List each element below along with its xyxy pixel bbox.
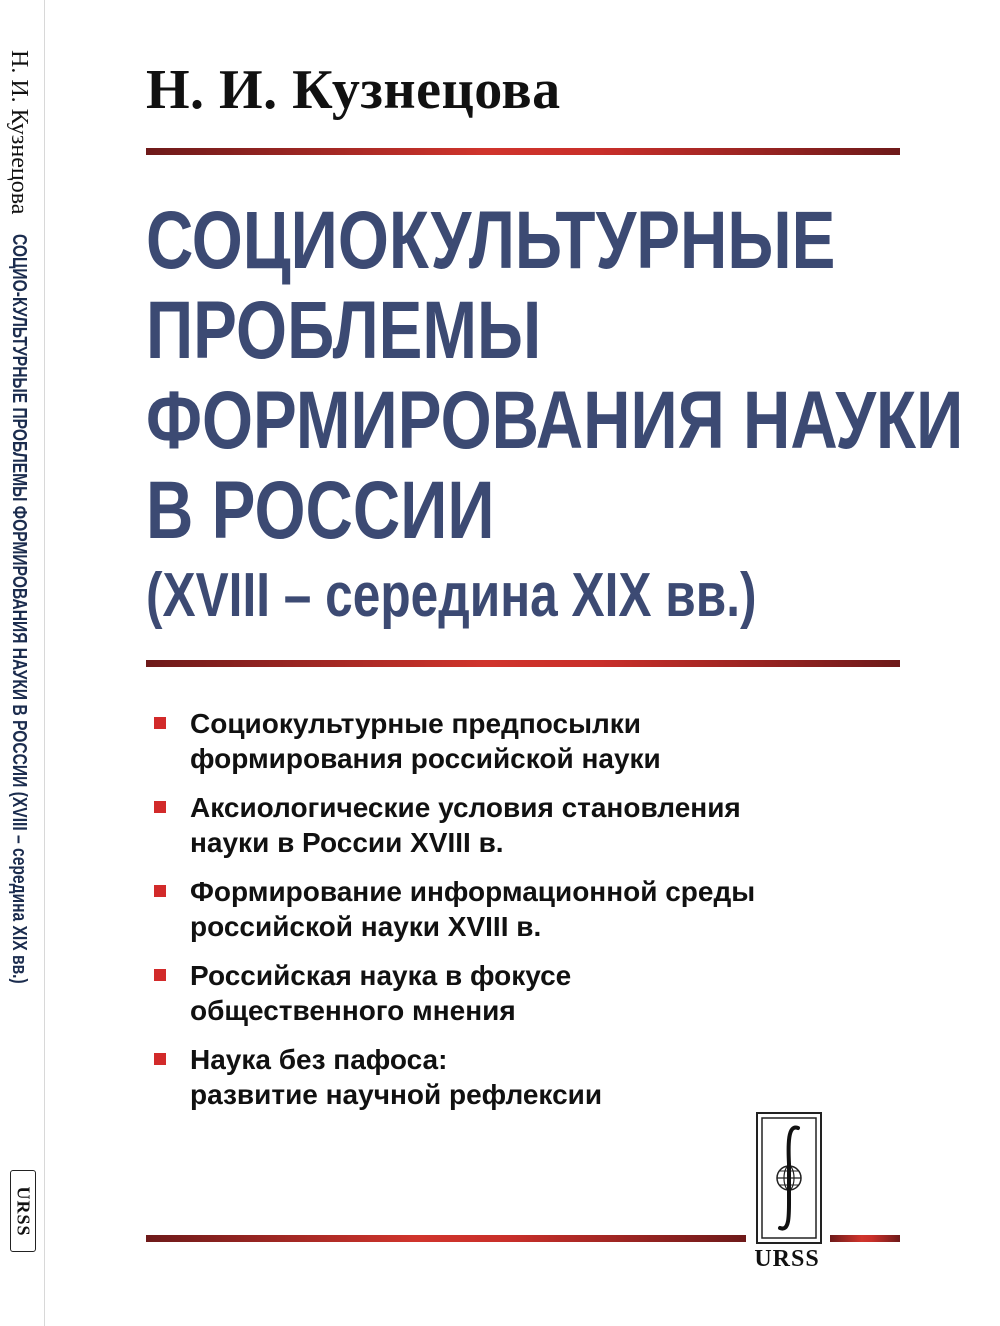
publisher-logo-icon xyxy=(756,1112,822,1244)
bullet-square-icon xyxy=(154,1053,166,1065)
bullet-square-icon xyxy=(154,885,166,897)
cover-subtitle: (XVIII – середина XIX вв.) xyxy=(146,561,757,630)
topic-item xyxy=(154,706,874,776)
topic-line: формирования российской науки xyxy=(190,743,661,774)
spine-publisher-badge xyxy=(10,1170,36,1252)
book-spine xyxy=(0,0,45,1326)
topic-item xyxy=(154,790,874,860)
publisher-name: URSS xyxy=(754,1246,820,1272)
spine-publisher: URSS xyxy=(13,1185,34,1237)
bottom-divider xyxy=(146,1235,746,1242)
title-line: ПРОБЛЕМЫ xyxy=(146,285,542,376)
topic-item xyxy=(154,1042,874,1112)
top-divider xyxy=(146,148,900,155)
bottom-divider-right xyxy=(830,1235,900,1242)
title-line: СОЦИОКУЛЬТУРНЫЕ xyxy=(146,195,836,286)
title-line: ФОРМИРОВАНИЯ НАУКИ xyxy=(146,375,964,466)
topic-line: науки в России XVIII в. xyxy=(190,827,504,858)
topic-line: общественного мнения xyxy=(190,995,516,1026)
cover-author: Н. И. Кузнецова xyxy=(146,59,561,121)
topic-line: Наука без пафоса: xyxy=(190,1044,448,1075)
topic-line: Аксиологические условия становления xyxy=(190,792,741,823)
topics-list xyxy=(154,706,874,1126)
bullet-square-icon xyxy=(154,801,166,813)
middle-divider xyxy=(146,660,900,667)
topic-item xyxy=(154,874,874,944)
topic-line: Российская наука в фокусе xyxy=(190,960,572,991)
cover-title xyxy=(146,195,964,632)
topic-line: Формирование информационной среды xyxy=(190,876,756,907)
integral-globe-icon xyxy=(758,1114,820,1242)
topic-line: Социокультурные предпосылки xyxy=(190,708,642,739)
title-line: В РОССИИ xyxy=(146,465,495,556)
topic-line: развитие научной рефлексии xyxy=(190,1079,603,1110)
bullet-square-icon xyxy=(154,969,166,981)
spine-text xyxy=(4,50,34,1180)
bullet-square-icon xyxy=(154,717,166,729)
topic-item xyxy=(154,958,874,1028)
topic-line: российской науки XVIII в. xyxy=(190,911,542,942)
spine-author: Н. И. Кузнецова xyxy=(6,50,33,215)
spine-title: СОЦИО-КУЛЬТУРНЫЕ ПРОБЛЕМЫ ФОРМИРОВАНИЯ НАУКИ В РОССИИ (XVIII – середина XIX вв.) xyxy=(8,234,31,985)
